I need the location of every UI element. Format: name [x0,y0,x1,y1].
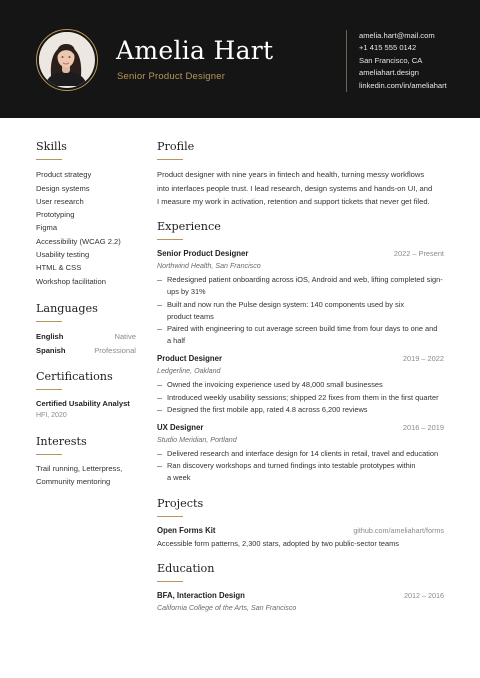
section-rule [157,581,183,582]
profile-line: into interfaces people trust. I lead research, design systems and hands-on UI, and [157,183,433,193]
interests-section [36,435,136,488]
certification-name: Certified Usability Analyst [36,399,130,409]
skill-item: Product strategy [36,170,92,180]
job-bullet [157,460,444,484]
job-entry [157,353,444,416]
sidebar [36,140,136,489]
section-rule [157,159,183,160]
bullet-line: Built and now run the Pulse design system: 140 components used by six [167,299,405,309]
job-role: Product Designer [157,354,222,364]
section-title-experience: Experience [157,219,221,233]
section-rule [36,389,62,390]
job-entry [157,248,444,347]
job-dates: 2022 – Present [393,249,444,259]
contact-list [346,30,447,92]
contact-website[interactable]: ameliahart.design [359,68,419,78]
resume-header [0,0,480,118]
contact-location: San Francisco, CA [359,55,423,65]
job-bullet [157,274,444,298]
job-company: Ledgerline, Oakland [157,367,221,376]
skill-item: HTML & CSS [36,263,82,273]
skill-item: Accessibility (WCAG 2.2) [36,236,121,246]
skill-item: Figma [36,223,58,233]
section-title-skills: Skills [36,140,67,153]
job-header [157,353,444,365]
bullet-line: Delivered research and interface design for 14 clients in retail, travel and education [167,449,439,459]
experience-section [157,220,444,485]
language-name: Spanish [36,345,66,355]
profile-line: Product designer with nine years in fintech and health, turning messy workflows [157,170,425,180]
bullet-line: Designed the first mobile app, rated 4.8 across 6,200 reviews [167,404,368,414]
languages-section [36,302,136,357]
job-company: Northwind Health, San Francisco [157,262,261,271]
job-entry [157,422,444,485]
main-column [157,140,444,616]
bullet-line: a half [167,336,186,346]
section-title-projects: Projects [157,496,204,510]
job-bullet [157,299,444,323]
job-dates: 2016 – 2019 [402,423,444,433]
section-rule [157,516,183,517]
project-header [157,525,444,537]
section-rule [157,239,183,240]
bullet-line: Owned the invoicing experience used by 48,000 small businesses [167,380,383,390]
contact-phone[interactable]: +1 415 555 0142 [359,43,417,53]
bullet-line: Ran discovery workshops and turned findings into testable prototypes within [167,461,416,471]
avatar [39,32,95,88]
section-title-education: Education [157,561,215,575]
education-degree: BFA, Interaction Design [157,591,245,601]
education-dates: 2012 – 2016 [404,591,444,601]
project-description: Accessible form patterns, 2,300 stars, adopted by two public-sector teams [157,538,399,548]
section-rule [36,321,62,322]
job-dates: 2019 – 2022 [402,354,444,364]
job-role: UX Designer [157,423,204,433]
bullet-line: Paired with engineering to cut average screen build time from four days to one and [167,324,438,334]
job-bullet [157,392,444,404]
contact-email[interactable]: amelia.hart@mail.com [359,31,435,40]
bullet-line: a week [167,473,191,483]
job-role: Senior Product Designer [157,249,249,259]
certification-meta: HFI, 2020 [36,412,67,420]
job-company: Studio Meridian, Portland [157,436,237,445]
education-school: California College of the Arts, San Francisco [157,604,297,613]
candidate-title: Senior Product Designer [117,71,226,82]
language-row [36,344,136,357]
job-bullet [157,404,444,416]
job-bullet [157,379,444,391]
language-row [36,330,136,343]
section-rule [36,454,62,455]
skills-section [36,140,136,288]
section-title-interests: Interests [36,435,87,449]
skill-item: Design systems [36,183,90,193]
job-header [157,422,444,434]
language-name: English [36,332,64,342]
contact-linkedin[interactable]: linkedin.com/in/ameliahart [359,80,447,90]
education-section [157,562,444,614]
project-link[interactable]: github.com/ameliahart/forms [353,525,444,535]
interests-line: Trail running, Letterpress, [36,464,123,474]
profile-line: I measure my work in activation, retention and support tickets that never get filed. [157,196,430,206]
job-header [157,248,444,260]
skill-item: Usability testing [36,250,90,260]
education-header [157,590,444,602]
bullet-line: Introduced weekly usability sessions; shipped 22 fixes from them in the first quarter [167,392,439,402]
bullet-line: product teams [167,311,214,321]
section-rule [36,159,62,160]
candidate-name: Amelia Hart [116,36,274,65]
profile-section [157,140,444,208]
section-title-certifications: Certifications [36,369,113,383]
bullet-line: Redesigned patient onboarding across iOS, Android and web, lifting completed sign- [167,275,443,285]
certifications-section [36,370,136,422]
bullet-line: ups by 31% [167,287,206,297]
skill-item: User research [36,196,84,206]
job-bullet [157,448,444,460]
section-title-profile: Profile [157,140,195,153]
project-name: Open Forms Kit [157,525,216,535]
language-level: Native [114,332,136,342]
interests-line: Community mentoring [36,477,111,487]
skill-item: Workshop facilitation [36,276,106,286]
job-bullet [157,323,444,347]
language-level: Professional [94,345,136,355]
projects-section [157,497,444,550]
skill-item: Prototyping [36,210,75,220]
avatar-frame [36,29,98,91]
section-title-languages: Languages [36,301,98,315]
